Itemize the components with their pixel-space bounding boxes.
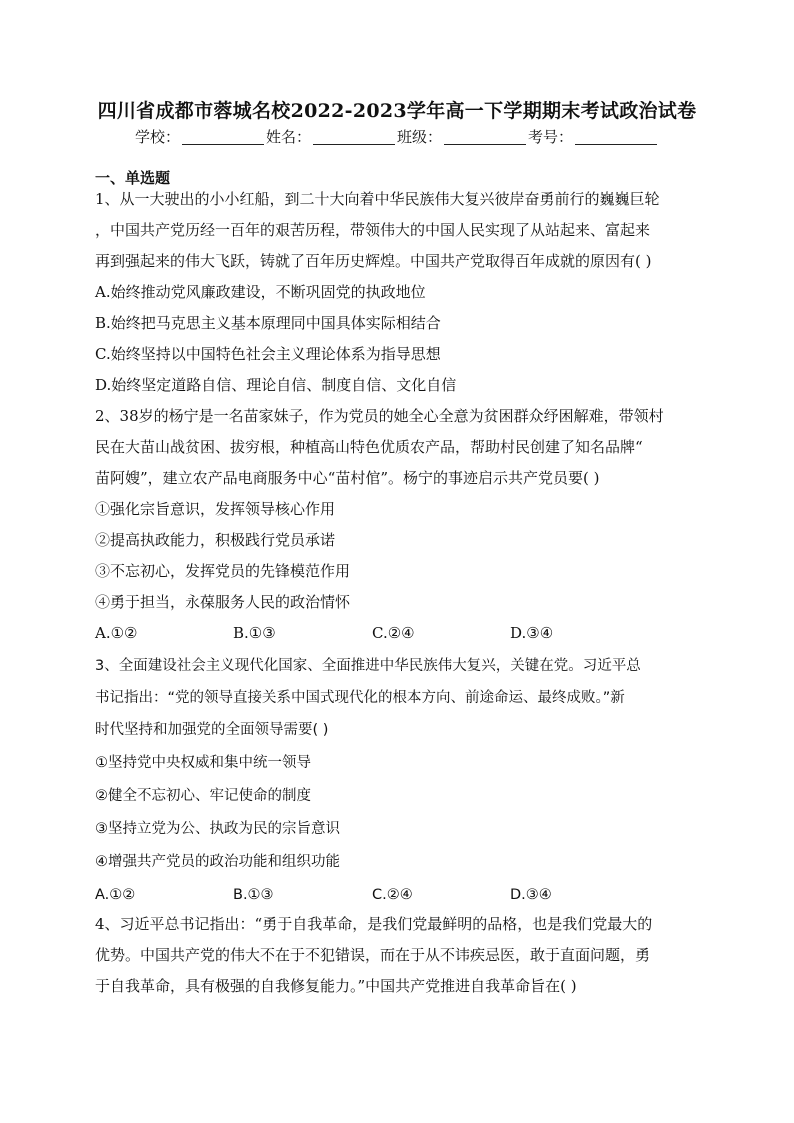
- question-3-line-2: 书记指出：“党的领导直接关系中国式现代化的根本方向、前途命运、最终成败。”新: [95, 690, 625, 706]
- class-blank[interactable]: [444, 130, 526, 145]
- question-2-choice-a: A.①②: [95, 624, 138, 642]
- question-2-statement-2: ②提高执政能力，积极践行党员承诺: [95, 531, 336, 549]
- question-2-statement-1: ①强化宗旨意识，发挥领导核心作用: [95, 500, 336, 518]
- question-1-line-1: 1、从一大驶出的小小红船，到二十大向着中华民族伟大复兴彼岸奋勇前行的巍巍巨轮: [95, 190, 660, 208]
- question-3-statement-4: ④增强共产党员的政治功能和组织功能: [95, 854, 340, 870]
- question-3-line-1: 3、全面建设社会主义现代化国家、全面推进中华民族伟大复兴，关键在党。习近平总: [95, 658, 641, 674]
- class-label: 班级：: [397, 128, 443, 146]
- exam-number-label: 考号：: [528, 128, 574, 146]
- section-heading: 一、单选题: [95, 169, 171, 187]
- question-3-line-3: 时代坚持和加强党的全面领导需要( ): [95, 722, 329, 738]
- student-info-line: [0, 126, 794, 147]
- question-1-option-a: A.始终推动党风廉政建设，不断巩固党的执政地位: [95, 283, 426, 301]
- question-3-choice-a: A.①②: [95, 887, 136, 903]
- exam-title: 四川省成都市蓉城名校2022-2023学年高一下学期期末考试政治试卷: [97, 100, 697, 122]
- question-4-line-1: 4、习近平总书记指出：“勇于自我革命，是我们党最鲜明的品格，也是我们党最大的: [95, 915, 653, 933]
- question-1-line-2: ，中国共产党历经一百年的艰苦历程，带领伟大的中国人民实现了从站起来、富起来: [95, 221, 651, 239]
- school-label: 学校：: [134, 128, 180, 146]
- question-3-choice-b: B.①③: [233, 887, 274, 903]
- question-1-option-c: C.始终坚持以中国特色社会主义理论体系为指导思想: [95, 345, 441, 363]
- question-3-choice-d: D.③④: [510, 887, 552, 903]
- question-4-line-2: 优势。中国共产党的伟大不在于不犯错误，而在于从不讳疾忌医，敢于直面问题，勇: [95, 946, 651, 964]
- question-4-line-3: 于自我革命，具有极强的自我修复能力。”中国共产党推进自我革命旨在( ): [95, 977, 577, 995]
- exam-number-blank[interactable]: [575, 130, 657, 145]
- question-2-statement-3: ③不忘初心，发挥党员的先锋模范作用: [95, 562, 351, 580]
- name-label: 姓名：: [265, 128, 311, 146]
- question-3-statement-2: ②健全不忘初心、牢记使命的制度: [95, 788, 311, 804]
- question-2-choice-d: D.③④: [510, 624, 554, 642]
- question-2-statement-4: ④勇于担当，永葆服务人民的政治情怀: [95, 593, 351, 611]
- question-3-choice-c: C.②④: [372, 887, 413, 903]
- question-3-statement-3: ③坚持立党为公、执政为民的宗旨意识: [95, 821, 340, 837]
- question-2-line-1: 2、38岁的杨宁是一名苗家妹子，作为党员的她全心全意为贫困群众纾困解难，带领村: [95, 407, 664, 425]
- question-2-choice-b: B.①③: [233, 624, 276, 642]
- question-2-line-3: 苗阿嫂”，建立农产品电商服务中心“苗村倌”。杨宁的事迹启示共产党员要( ): [95, 469, 600, 487]
- question-2-line-2: 民在大苗山战贫困、拔穷根，种植高山特色优质农产品，帮助村民创建了知名品牌“: [95, 438, 643, 456]
- question-1-line-3: 再到强起来的伟大飞跃，铸就了百年历史辉煌。中国共产党取得百年成就的原因有( ): [95, 252, 652, 270]
- question-1-option-b: B.始终把马克思主义基本原理同中国具体实际相结合: [95, 314, 441, 332]
- question-1-option-d: D.始终坚定道路自信、理论自信、制度自信、文化自信: [95, 376, 457, 394]
- school-blank[interactable]: [182, 130, 264, 145]
- question-2-choice-c: C.②④: [372, 624, 415, 642]
- question-3-statement-1: ①坚持党中央权威和集中统一领导: [95, 755, 311, 771]
- name-blank[interactable]: [313, 130, 395, 145]
